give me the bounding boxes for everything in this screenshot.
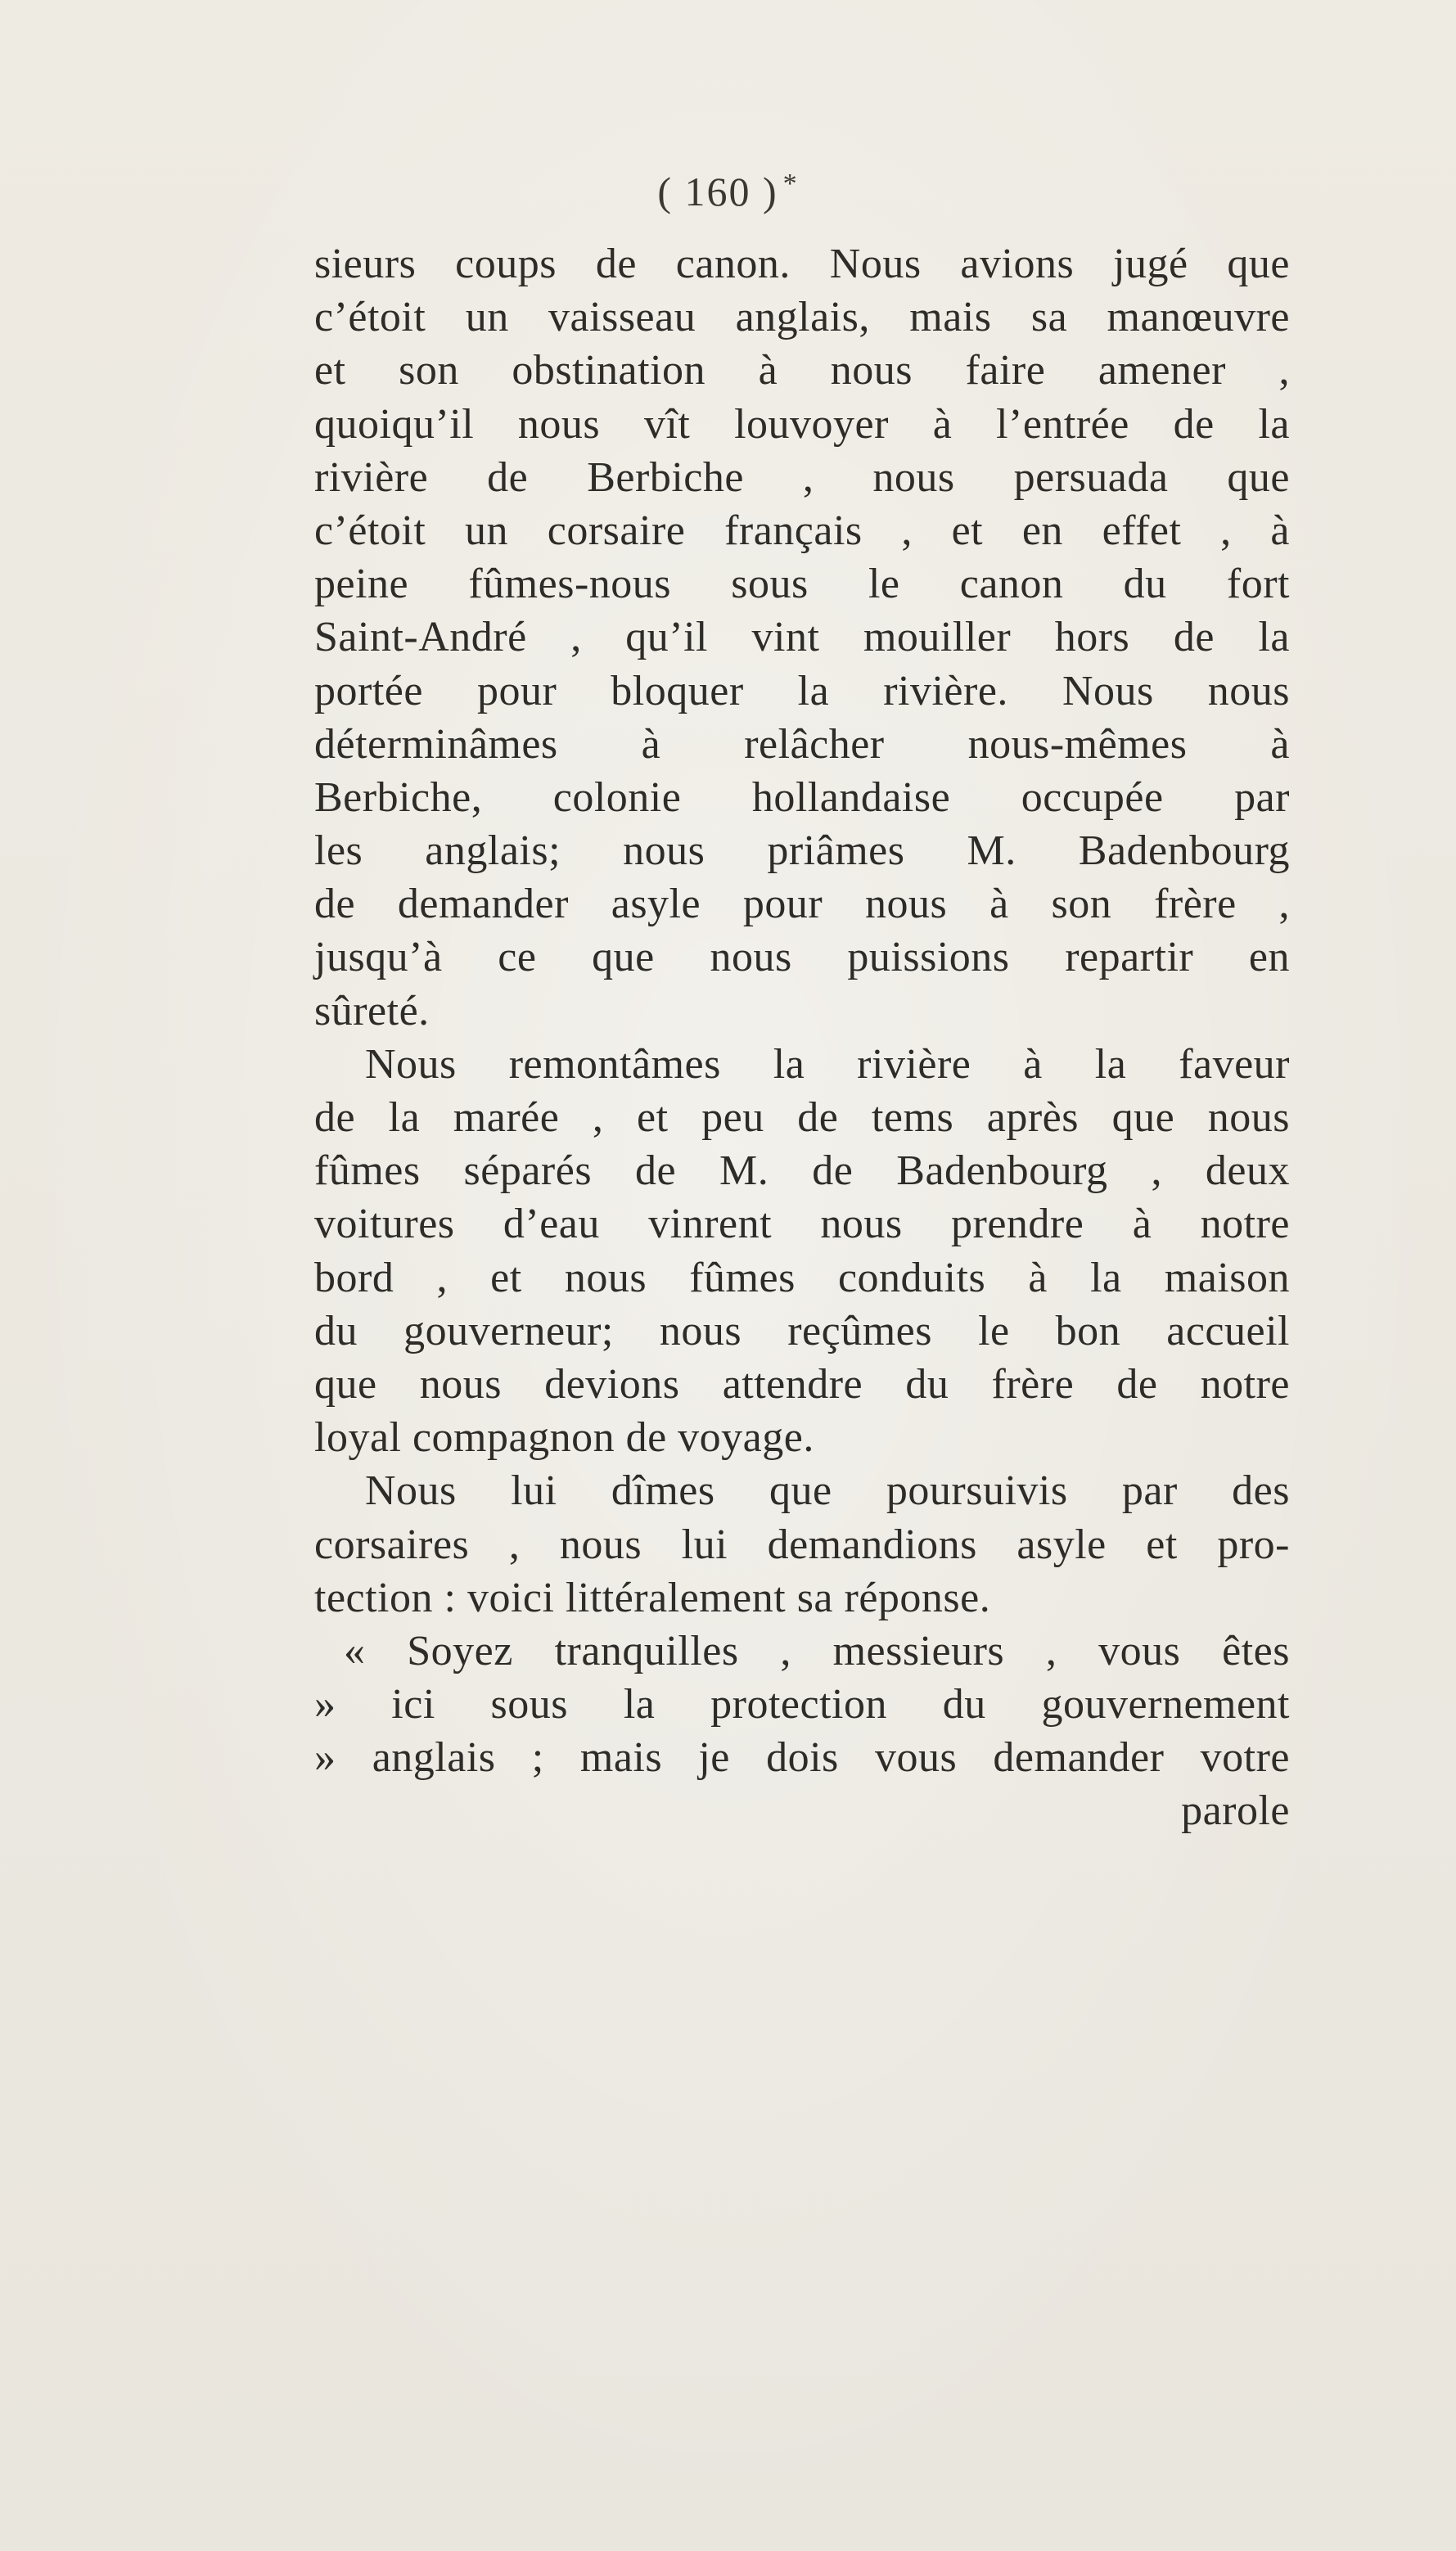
text-line: fûmes séparés de M. de Badenbourg , deux <box>314 1147 1290 1195</box>
text-line: du gouverneur; nous reçûmes le bon accueil <box>314 1307 1290 1354</box>
text-line: et son obstination à nous faire amener , <box>314 347 1290 394</box>
text-line: sieurs coups de canon. Nous avions jugé que <box>314 241 1290 287</box>
text-line: déterminâmes à relâcher nous-mêmes à <box>314 720 1290 768</box>
quote-line: » anglais ; mais je dois vous demander votre <box>314 1734 1290 1782</box>
text-line: loyal compagnon de voyage. <box>314 1414 814 1462</box>
text-line: peine fûmes-nous sous le canon du fort <box>314 561 1290 608</box>
text-line: tection : voici littéralement sa réponse. <box>314 1574 991 1621</box>
quote-line: « Soyez tranquilles , messieurs , vous êtes <box>344 1627 1290 1674</box>
ink-mark: * <box>782 169 799 199</box>
text-line: les anglais; nous priâmes M. Badenbourg <box>314 827 1290 875</box>
text-line: voitures d’eau vinrent nous prendre à notre <box>314 1201 1290 1248</box>
quote-line: » ici sous la protection du gouvernement <box>314 1681 1290 1728</box>
text-line: jusqu’à ce que nous puissions repartir en <box>314 934 1290 981</box>
page-header <box>0 168 1456 215</box>
text-line: de demander asyle pour nous à son frère , <box>314 881 1290 928</box>
text-line: Saint-André , qu’il vint mouiller hors de la <box>314 614 1290 661</box>
text-line: portée pour bloquer la rivière. Nous nous <box>314 667 1290 714</box>
text-line: de la marée , et peu de tems après que nous <box>314 1094 1290 1141</box>
text-line: rivière de Berbiche , nous persuada que <box>314 453 1290 501</box>
paragraph-first-line: Nous remontâmes la rivière à la faveur <box>365 1040 1290 1088</box>
body-text <box>314 237 1290 1838</box>
text-line: c’étoit un corsaire français , et en effet , à <box>314 507 1290 554</box>
page-number: ( 160 ) <box>657 169 778 214</box>
paragraph-first-line: Nous lui dîmes que poursuivis par des <box>365 1467 1290 1515</box>
text-line: c’étoit un vaisseau anglais, mais sa manœuvre <box>314 294 1290 341</box>
text-line: bord , et nous fûmes conduits à la maison <box>314 1254 1290 1301</box>
catchword: parole <box>1181 1787 1290 1835</box>
text-line: sûreté. <box>314 987 430 1034</box>
text-line: Berbiche, colonie hollandaise occupée par <box>314 773 1290 821</box>
text-line: corsaires , nous lui demandions asyle et pro- <box>314 1521 1290 1568</box>
text-line: quoiqu’il nous vît louvoyer à l’entrée de la <box>314 400 1290 448</box>
text-line: que nous devions attendre du frère de notre <box>314 1360 1290 1408</box>
